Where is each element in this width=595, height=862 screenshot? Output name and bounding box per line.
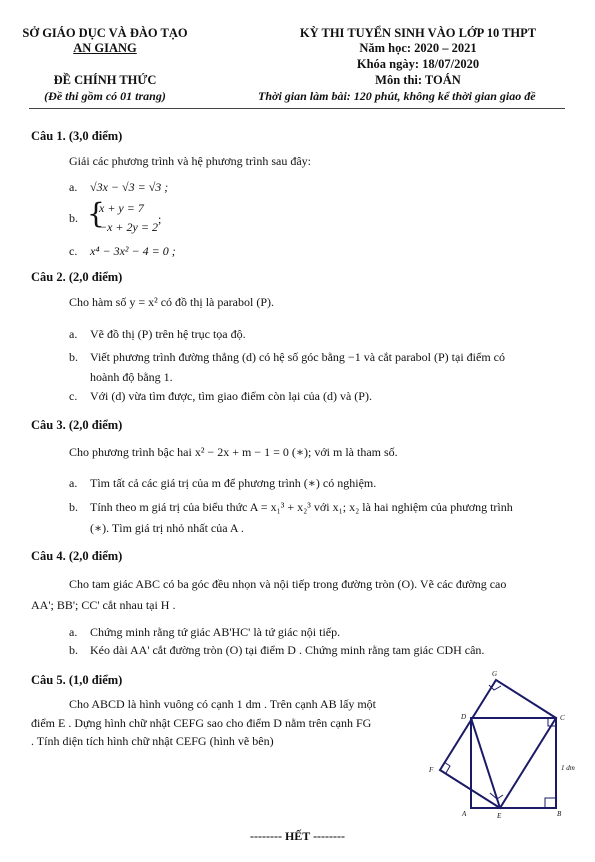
q4-b-label: b. xyxy=(69,643,78,657)
label-f: F xyxy=(429,766,434,774)
exam-title: KỲ THI TUYỂN SINH VÀO LỚP 10 THPT xyxy=(299,26,537,40)
q4-title: Câu 4. (2,0 điểm) xyxy=(31,549,123,563)
q2-b-text-2: hoành độ bằng 1. xyxy=(90,370,173,384)
q2-a-label: a. xyxy=(69,327,78,341)
page-count-note: (Đề thi gồm có 01 trang) xyxy=(44,89,166,103)
exam-date: Khóa ngày: 18/07/2020 xyxy=(356,57,480,71)
subject: Môn thi: TOÁN xyxy=(375,73,461,87)
segment-de xyxy=(471,718,500,808)
q1-b-eq1: x + y = 7 xyxy=(99,201,144,215)
q4-intro-2: AA'; BB'; CC' cắt nhau tại H . xyxy=(31,598,176,612)
q5-text-1: Cho ABCD là hình vuông có cạnh 1 dm . Trên cạnh AB lấy một xyxy=(69,697,376,711)
q2-c-label: c. xyxy=(69,389,78,403)
q1-b-eq2: −x + 2y = 2 xyxy=(99,220,158,234)
label-b: B xyxy=(557,810,562,818)
label-g: G xyxy=(492,670,498,678)
q1-c-equation: x⁴ − 3x² − 4 = 0 ; xyxy=(90,244,176,258)
q4-a-label: a. xyxy=(69,625,78,639)
q2-a-text: Vẽ đồ thị (P) trên hệ trục tọa độ. xyxy=(90,327,246,341)
q2-title: Câu 2. (2,0 điểm) xyxy=(31,270,123,284)
system-brace-icon: { xyxy=(87,197,105,230)
q1-b-label: b. xyxy=(69,211,78,225)
q4-b-text: Kéo dài AA' cắt đường tròn (O) tại điểm D . Chứng minh rằng tam giác CDH cân. xyxy=(90,643,485,657)
label-a: A xyxy=(462,810,467,818)
label-c: C xyxy=(560,714,565,722)
q3-intro: Cho phương trình bậc hai x² − 2x + m − 1 = 0 (∗); với m là tham số. xyxy=(69,445,398,459)
q5-title: Câu 5. (1,0 điểm) xyxy=(31,673,123,687)
official-exam-label: ĐỀ CHÍNH THỨC xyxy=(53,73,157,87)
q1-title: Câu 1. (3,0 điểm) xyxy=(31,129,123,143)
label-side: 1 dm xyxy=(561,764,575,772)
q5-text-3: . Tính diện tích hình chữ nhật CEFG (hình vẽ bên) xyxy=(31,734,274,748)
q2-b-text-1: Viết phương trình đường thẳng (d) có hệ số góc bằng −1 và cắt parabol (P) tại điểm có xyxy=(90,350,505,364)
q3-a-text: Tìm tất cả các giá trị của m để phương trình (∗) có nghiệm. xyxy=(90,476,377,490)
q2-c-text: Với (d) vừa tìm được, tìm giao điểm còn lại của (d) và (P). xyxy=(90,389,372,403)
q5-text-2: điểm E . Dựng hình chữ nhật CEFG sao cho điểm D nằm trên cạnh FG xyxy=(31,716,372,730)
school-year: Năm học: 2020 – 2021 xyxy=(359,41,477,55)
department-name: SỞ GIÁO DỤC VÀ ĐÀO TẠO xyxy=(22,26,188,40)
label-e: E xyxy=(497,812,502,820)
q1-a-equation: √3x − √3 = √3 ; xyxy=(90,180,169,194)
end-marker: -------- HẾT -------- xyxy=(249,829,346,843)
q3-title: Câu 3. (2,0 điểm) xyxy=(31,418,123,432)
q2-b-label: b. xyxy=(69,350,78,364)
q1-b-end: ; xyxy=(158,212,162,226)
q3-b-text-2: (∗). Tìm giá trị nhỏ nhất của A . xyxy=(90,521,244,535)
q3-b-label: b. xyxy=(69,500,78,514)
time-allowed: Thời gian làm bài: 120 phút, không kể thời gian giao đề xyxy=(258,89,536,103)
rectangle-cefg xyxy=(440,680,556,808)
q2-intro: Cho hàm số y = x² có đồ thị là parabol (P). xyxy=(69,295,275,309)
province-name: AN GIANG xyxy=(73,41,137,55)
q1-a-label: a. xyxy=(69,180,78,194)
square-abcd xyxy=(471,718,556,808)
label-d: D xyxy=(461,713,467,721)
q4-intro-1: Cho tam giác ABC có ba góc đều nhọn và nội tiếp trong đường tròn (O). Vẽ các đường cao xyxy=(69,577,507,591)
q3-a-label: a. xyxy=(69,476,78,490)
right-angle-b-icon xyxy=(545,798,556,808)
q1-c-label: c. xyxy=(69,244,78,258)
q1-intro: Giải các phương trình và hệ phương trình sau đây: xyxy=(69,154,311,168)
q3-b-text-1: Tính theo m giá trị của biểu thức A = x₁³ + x₂³ với x₁; x₂ là hai nghiệm của phương trình xyxy=(90,500,513,514)
q4-a-text: Chứng minh rằng tứ giác AB'HC' là tứ giác nội tiếp. xyxy=(90,625,341,639)
